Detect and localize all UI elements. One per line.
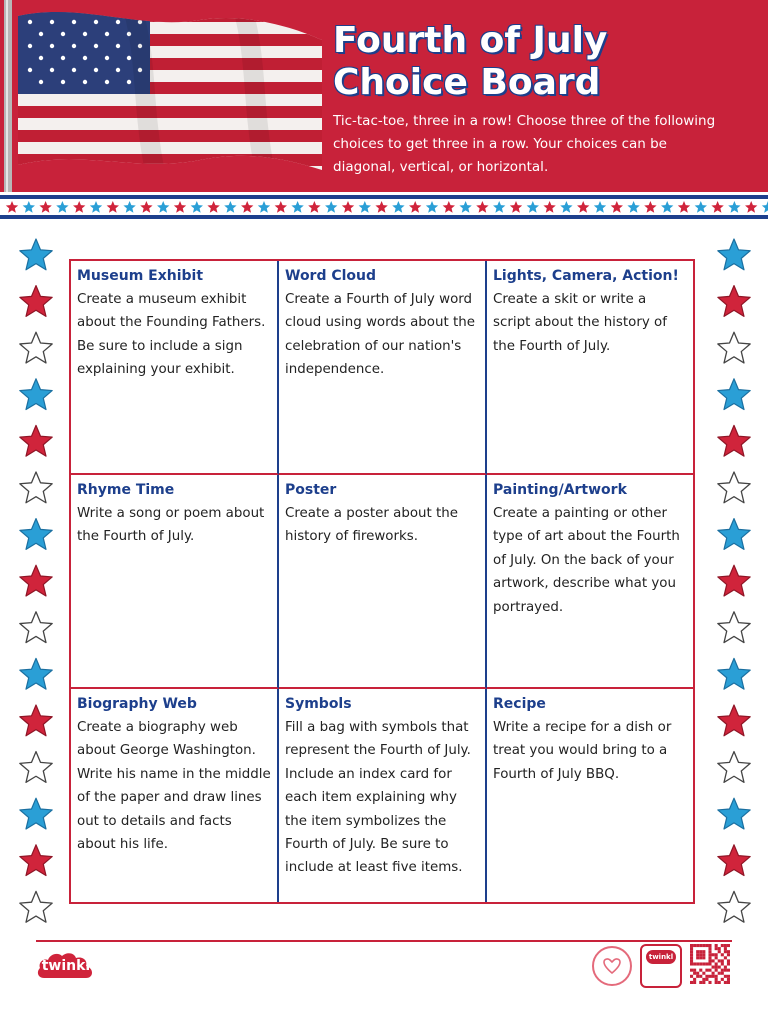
choice-title: Biography Web bbox=[77, 696, 197, 712]
star-icon bbox=[711, 201, 723, 213]
choice-title: Painting/Artwork bbox=[493, 482, 627, 498]
choice-cell-lights-camera-action bbox=[487, 261, 693, 475]
title-line-2: Choice Board bbox=[333, 62, 601, 103]
star-icon bbox=[476, 201, 488, 213]
star-icon bbox=[20, 286, 52, 317]
star-icon bbox=[493, 201, 505, 213]
star-icon bbox=[718, 425, 750, 456]
star-icon bbox=[342, 201, 354, 213]
star-icon bbox=[718, 239, 750, 270]
quality-approved-badge bbox=[640, 944, 682, 988]
star-icon bbox=[577, 201, 589, 213]
choice-cell-biography-web bbox=[71, 689, 279, 902]
star-icon bbox=[325, 201, 337, 213]
choice-board-grid bbox=[69, 259, 695, 904]
star-icon bbox=[73, 201, 85, 213]
star-icon bbox=[20, 472, 52, 503]
choice-title: Symbols bbox=[285, 696, 352, 712]
twinkl-logo[interactable] bbox=[36, 950, 96, 982]
star-icon bbox=[718, 798, 750, 829]
header-banner bbox=[0, 0, 768, 192]
page-title bbox=[333, 20, 753, 104]
choice-cell-poster bbox=[279, 475, 487, 689]
star-icon bbox=[157, 201, 169, 213]
choice-cell-painting-artwork bbox=[487, 475, 693, 689]
choice-title: Poster bbox=[285, 482, 337, 498]
star-icon bbox=[392, 201, 404, 213]
instructions-text: Tic-tac-toe, three in a row! Choose three of the following choices to get three in a row. Your choices can be diagonal, vertical, or horizontal. bbox=[333, 113, 716, 175]
star-icon bbox=[644, 201, 656, 213]
choice-title: Lights, Camera, Action! bbox=[493, 268, 679, 284]
star-icon bbox=[359, 201, 371, 213]
left-star-column bbox=[16, 234, 56, 934]
choice-cell-symbols bbox=[279, 689, 487, 902]
star-icon bbox=[140, 201, 152, 213]
choice-cell-museum-exhibit bbox=[71, 261, 279, 475]
qr-code-icon[interactable] bbox=[690, 944, 730, 984]
star-icon bbox=[718, 612, 750, 643]
star-icon bbox=[375, 201, 387, 213]
star-icon bbox=[560, 201, 572, 213]
star-icon bbox=[258, 201, 270, 213]
choice-text: Write a recipe for a dish or treat you would bring to a Fourth of July BBQ. bbox=[493, 720, 672, 782]
star-icon bbox=[718, 379, 750, 410]
star-icon bbox=[20, 565, 52, 596]
star-icon bbox=[718, 286, 750, 317]
band-line-bottom bbox=[0, 215, 768, 219]
right-star-column bbox=[714, 234, 754, 934]
title-line-1: Fourth of July bbox=[333, 20, 608, 61]
star-icon bbox=[695, 201, 707, 213]
star-icon bbox=[718, 891, 750, 922]
choice-title: Rhyme Time bbox=[77, 482, 175, 498]
star-icon bbox=[224, 201, 236, 213]
star-icon bbox=[745, 201, 757, 213]
choice-cell-recipe bbox=[487, 689, 693, 902]
star-icon bbox=[308, 201, 320, 213]
star-icon bbox=[191, 201, 203, 213]
star-icon bbox=[718, 845, 750, 876]
choice-text: Create a skit or write a script about the history of the Fourth of July. bbox=[493, 292, 667, 354]
star-icon bbox=[291, 201, 303, 213]
star-icon bbox=[409, 201, 421, 213]
star-icon bbox=[20, 379, 52, 410]
choice-text: Create a biography web about George Washington. Write his name in the middle of the paper and draw lines out to details and facts about his life. bbox=[77, 720, 271, 853]
star-icon bbox=[728, 201, 740, 213]
star-icon bbox=[23, 201, 35, 213]
star-icon bbox=[20, 798, 52, 829]
star-icon bbox=[39, 201, 51, 213]
choice-title: Word Cloud bbox=[285, 268, 377, 284]
choice-title: Recipe bbox=[493, 696, 546, 712]
choice-text: Write a song or poem about the Fourth of July. bbox=[77, 506, 265, 545]
star-icon bbox=[207, 201, 219, 213]
star-icon bbox=[107, 201, 119, 213]
star-icon bbox=[123, 201, 135, 213]
star-icon bbox=[611, 201, 623, 213]
star-icon bbox=[20, 612, 52, 643]
choice-title: Museum Exhibit bbox=[77, 268, 204, 284]
star-icon bbox=[459, 201, 471, 213]
star-icon bbox=[20, 705, 52, 736]
star-icon bbox=[627, 201, 639, 213]
star-icon bbox=[718, 519, 750, 550]
star-icon bbox=[20, 891, 52, 922]
american-flag-icon bbox=[0, 0, 330, 192]
choice-cell-rhyme-time bbox=[71, 475, 279, 689]
choice-cell-word-cloud bbox=[279, 261, 487, 475]
footer-divider bbox=[36, 940, 732, 942]
star-icon bbox=[426, 201, 438, 213]
star-icon bbox=[20, 425, 52, 456]
star-icon bbox=[527, 201, 539, 213]
star-border-band bbox=[0, 192, 768, 222]
star-icon bbox=[718, 565, 750, 596]
band-star-row bbox=[0, 200, 768, 215]
badge-logo-text: twinkl bbox=[646, 950, 676, 964]
star-icon bbox=[543, 201, 555, 213]
choice-text: Create a poster about the history of fireworks. bbox=[285, 506, 458, 545]
star-icon bbox=[678, 201, 690, 213]
star-icon bbox=[443, 201, 455, 213]
star-icon bbox=[90, 201, 102, 213]
quality-badge-icon bbox=[592, 946, 632, 986]
star-icon bbox=[20, 332, 52, 363]
choice-text: Create a painting or other type of art about the Fourth of July. On the back of your artwork, describe what you portrayed. bbox=[493, 506, 680, 615]
star-icon bbox=[56, 201, 68, 213]
star-icon bbox=[718, 472, 750, 503]
star-icon bbox=[6, 201, 18, 213]
star-icon bbox=[174, 201, 186, 213]
star-icon bbox=[510, 201, 522, 213]
star-icon bbox=[718, 705, 750, 736]
star-icon bbox=[20, 658, 52, 689]
star-icon bbox=[762, 201, 768, 213]
star-icon bbox=[20, 239, 52, 270]
star-icon bbox=[275, 201, 287, 213]
star-icon bbox=[718, 332, 750, 363]
band-line-top bbox=[0, 195, 768, 199]
star-icon bbox=[718, 752, 750, 783]
choice-text: Create a Fourth of July word cloud using words about the celebration of our nation's independence. bbox=[285, 292, 475, 378]
star-icon bbox=[20, 845, 52, 876]
star-icon bbox=[241, 201, 253, 213]
twinkl-logo-text: twinkl bbox=[41, 958, 91, 974]
star-icon bbox=[20, 519, 52, 550]
choice-text: Fill a bag with symbols that represent the Fourth of July. Include an index card for each item explaining why the item symbolizes the Fourth of July. Be sure to include at least five items. bbox=[285, 720, 471, 876]
star-icon bbox=[718, 658, 750, 689]
star-icon bbox=[661, 201, 673, 213]
star-icon bbox=[20, 752, 52, 783]
choice-text: Create a museum exhibit about the Founding Fathers. Be sure to include a sign explaining your exhibit. bbox=[77, 292, 266, 378]
star-icon bbox=[594, 201, 606, 213]
